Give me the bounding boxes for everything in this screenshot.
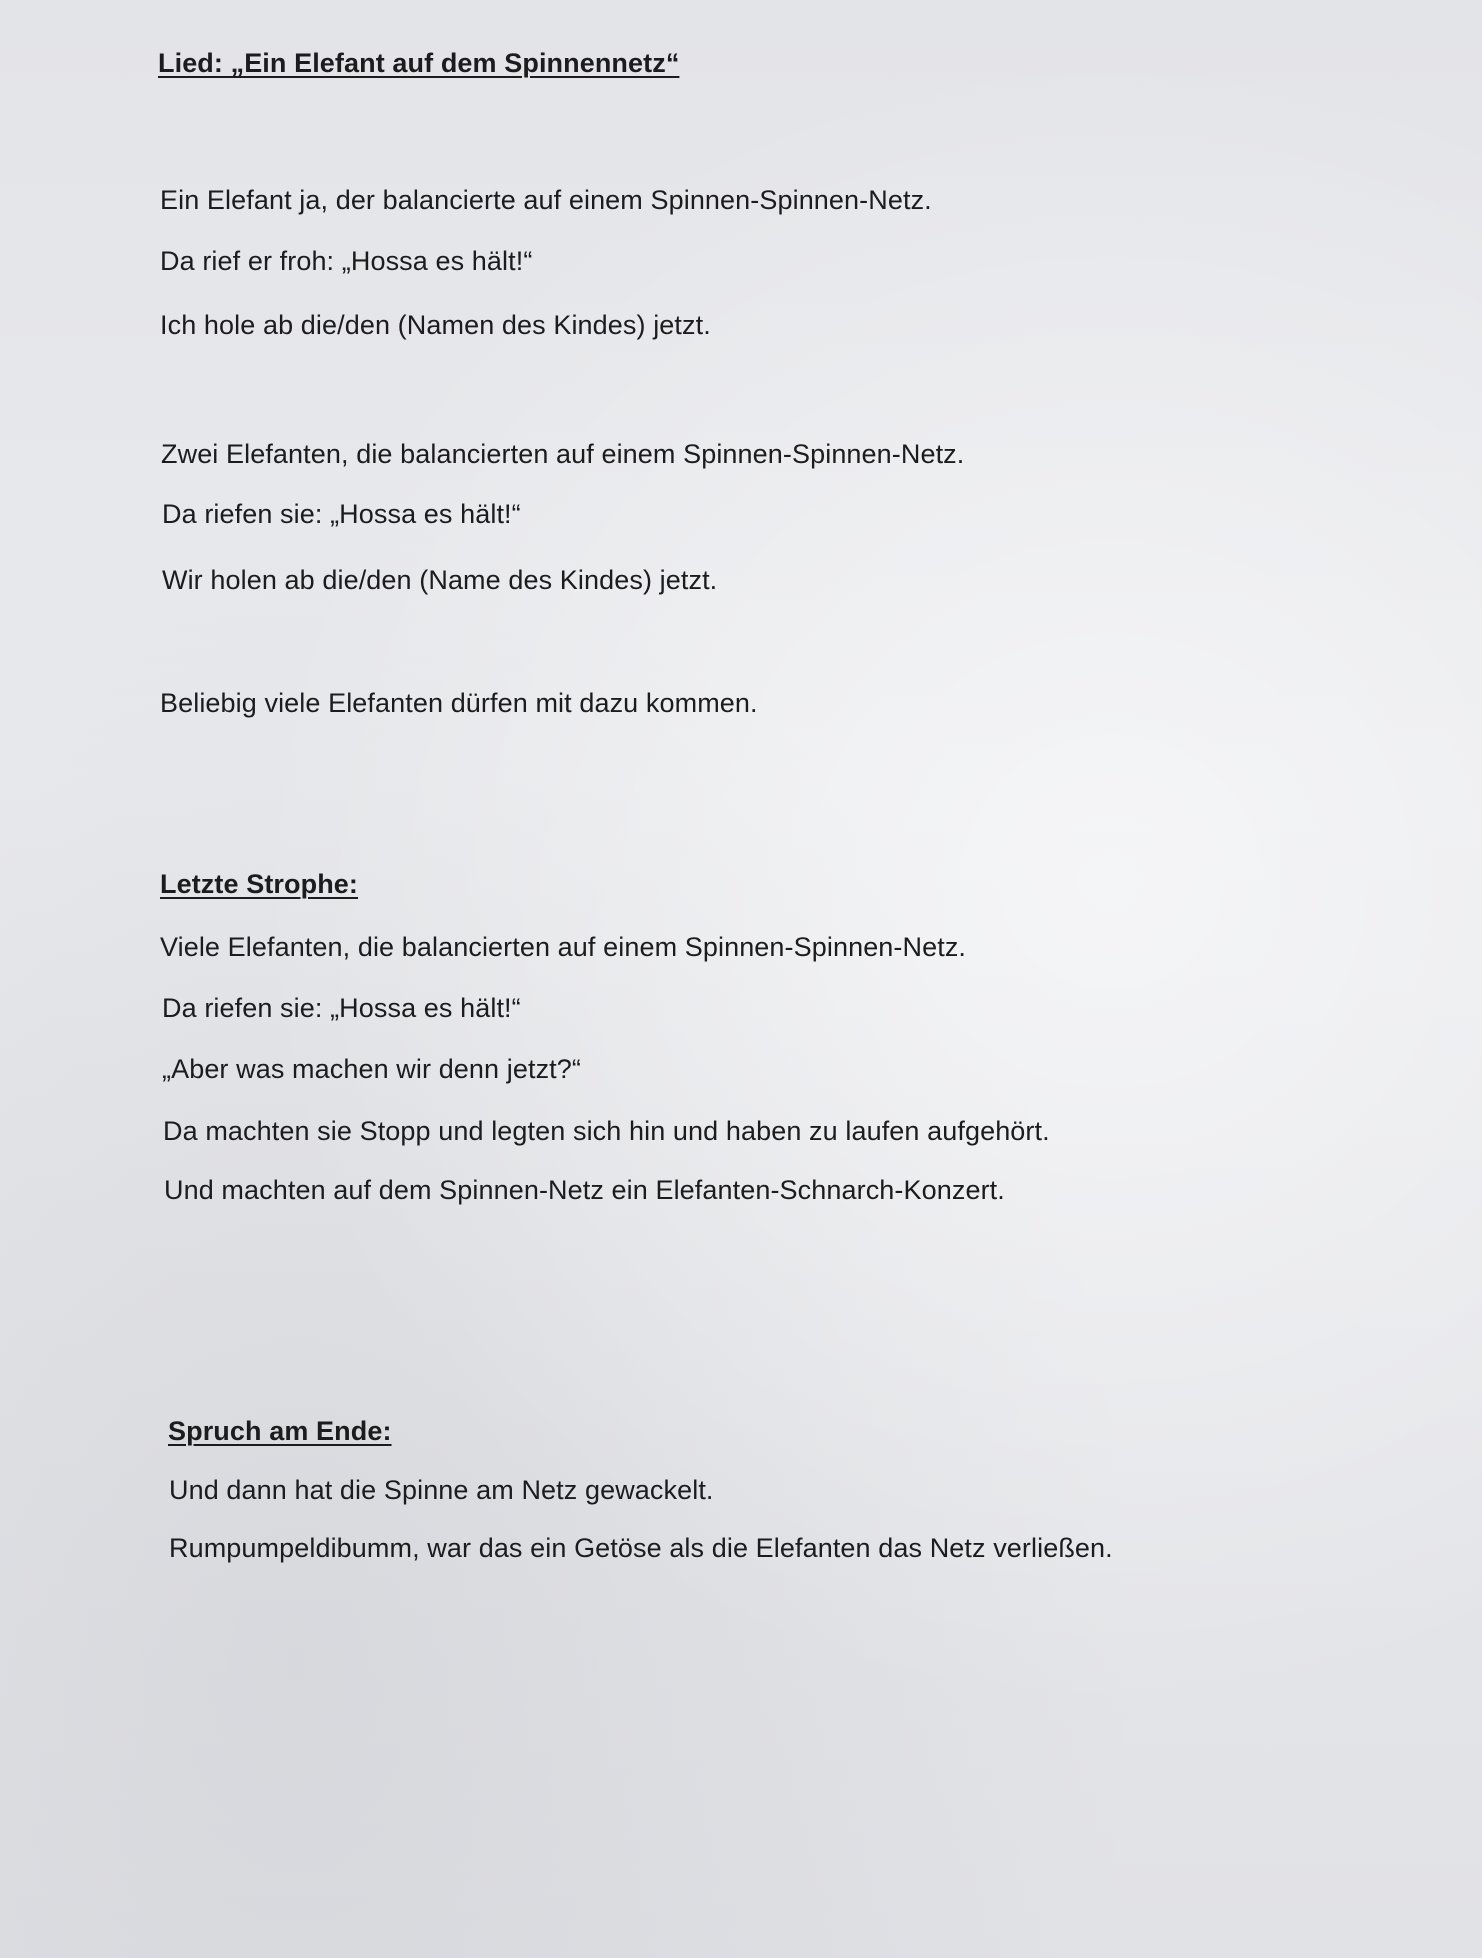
strophe-1-line-3: Ich hole ab die/den (Namen des Kindes) jetzt. xyxy=(160,310,711,340)
last-strophe-line-5: Und machten auf dem Spinnen-Netz ein Elefanten-Schnarch-Konzert. xyxy=(164,1175,1005,1205)
ending-line-1: Und dann hat die Spinne am Netz gewackelt. xyxy=(169,1475,714,1505)
last-strophe-heading: Letzte Strophe: xyxy=(160,869,359,899)
strophe-2-line-2: Da riefen sie: „Hossa es hält!“ xyxy=(162,499,521,529)
last-strophe-line-4: Da machten sie Stopp und legten sich hin und haben zu laufen aufgehört. xyxy=(163,1116,1050,1146)
last-strophe-line-3: „Aber was machen wir denn jetzt?“ xyxy=(162,1054,581,1084)
strophe-2-line-1: Zwei Elefanten, die balancierten auf einem Spinnen-Spinnen-Netz. xyxy=(161,439,965,469)
last-strophe-line-2: Da riefen sie: „Hossa es hält!“ xyxy=(162,993,521,1023)
ending-heading: Spruch am Ende: xyxy=(168,1416,392,1446)
strophe-1-line-1: Ein Elefant ja, der balancierte auf einem Spinnen-Spinnen-Netz. xyxy=(160,185,932,215)
ending-line-2: Rumpumpeldibumm, war das ein Getöse als die Elefanten das Netz verließen. xyxy=(169,1533,1113,1563)
strophe-2-line-3: Wir holen ab die/den (Name des Kindes) jetzt. xyxy=(162,565,718,595)
last-strophe-line-1: Viele Elefanten, die balancierten auf einem Spinnen-Spinnen-Netz. xyxy=(160,932,967,962)
note-text: Beliebig viele Elefanten dürfen mit dazu kommen. xyxy=(160,688,758,718)
page-title: Lied: „Ein Elefant auf dem Spinnennetz“ xyxy=(158,48,680,78)
strophe-1-line-2: Da rief er froh: „Hossa es hält!“ xyxy=(160,246,533,276)
